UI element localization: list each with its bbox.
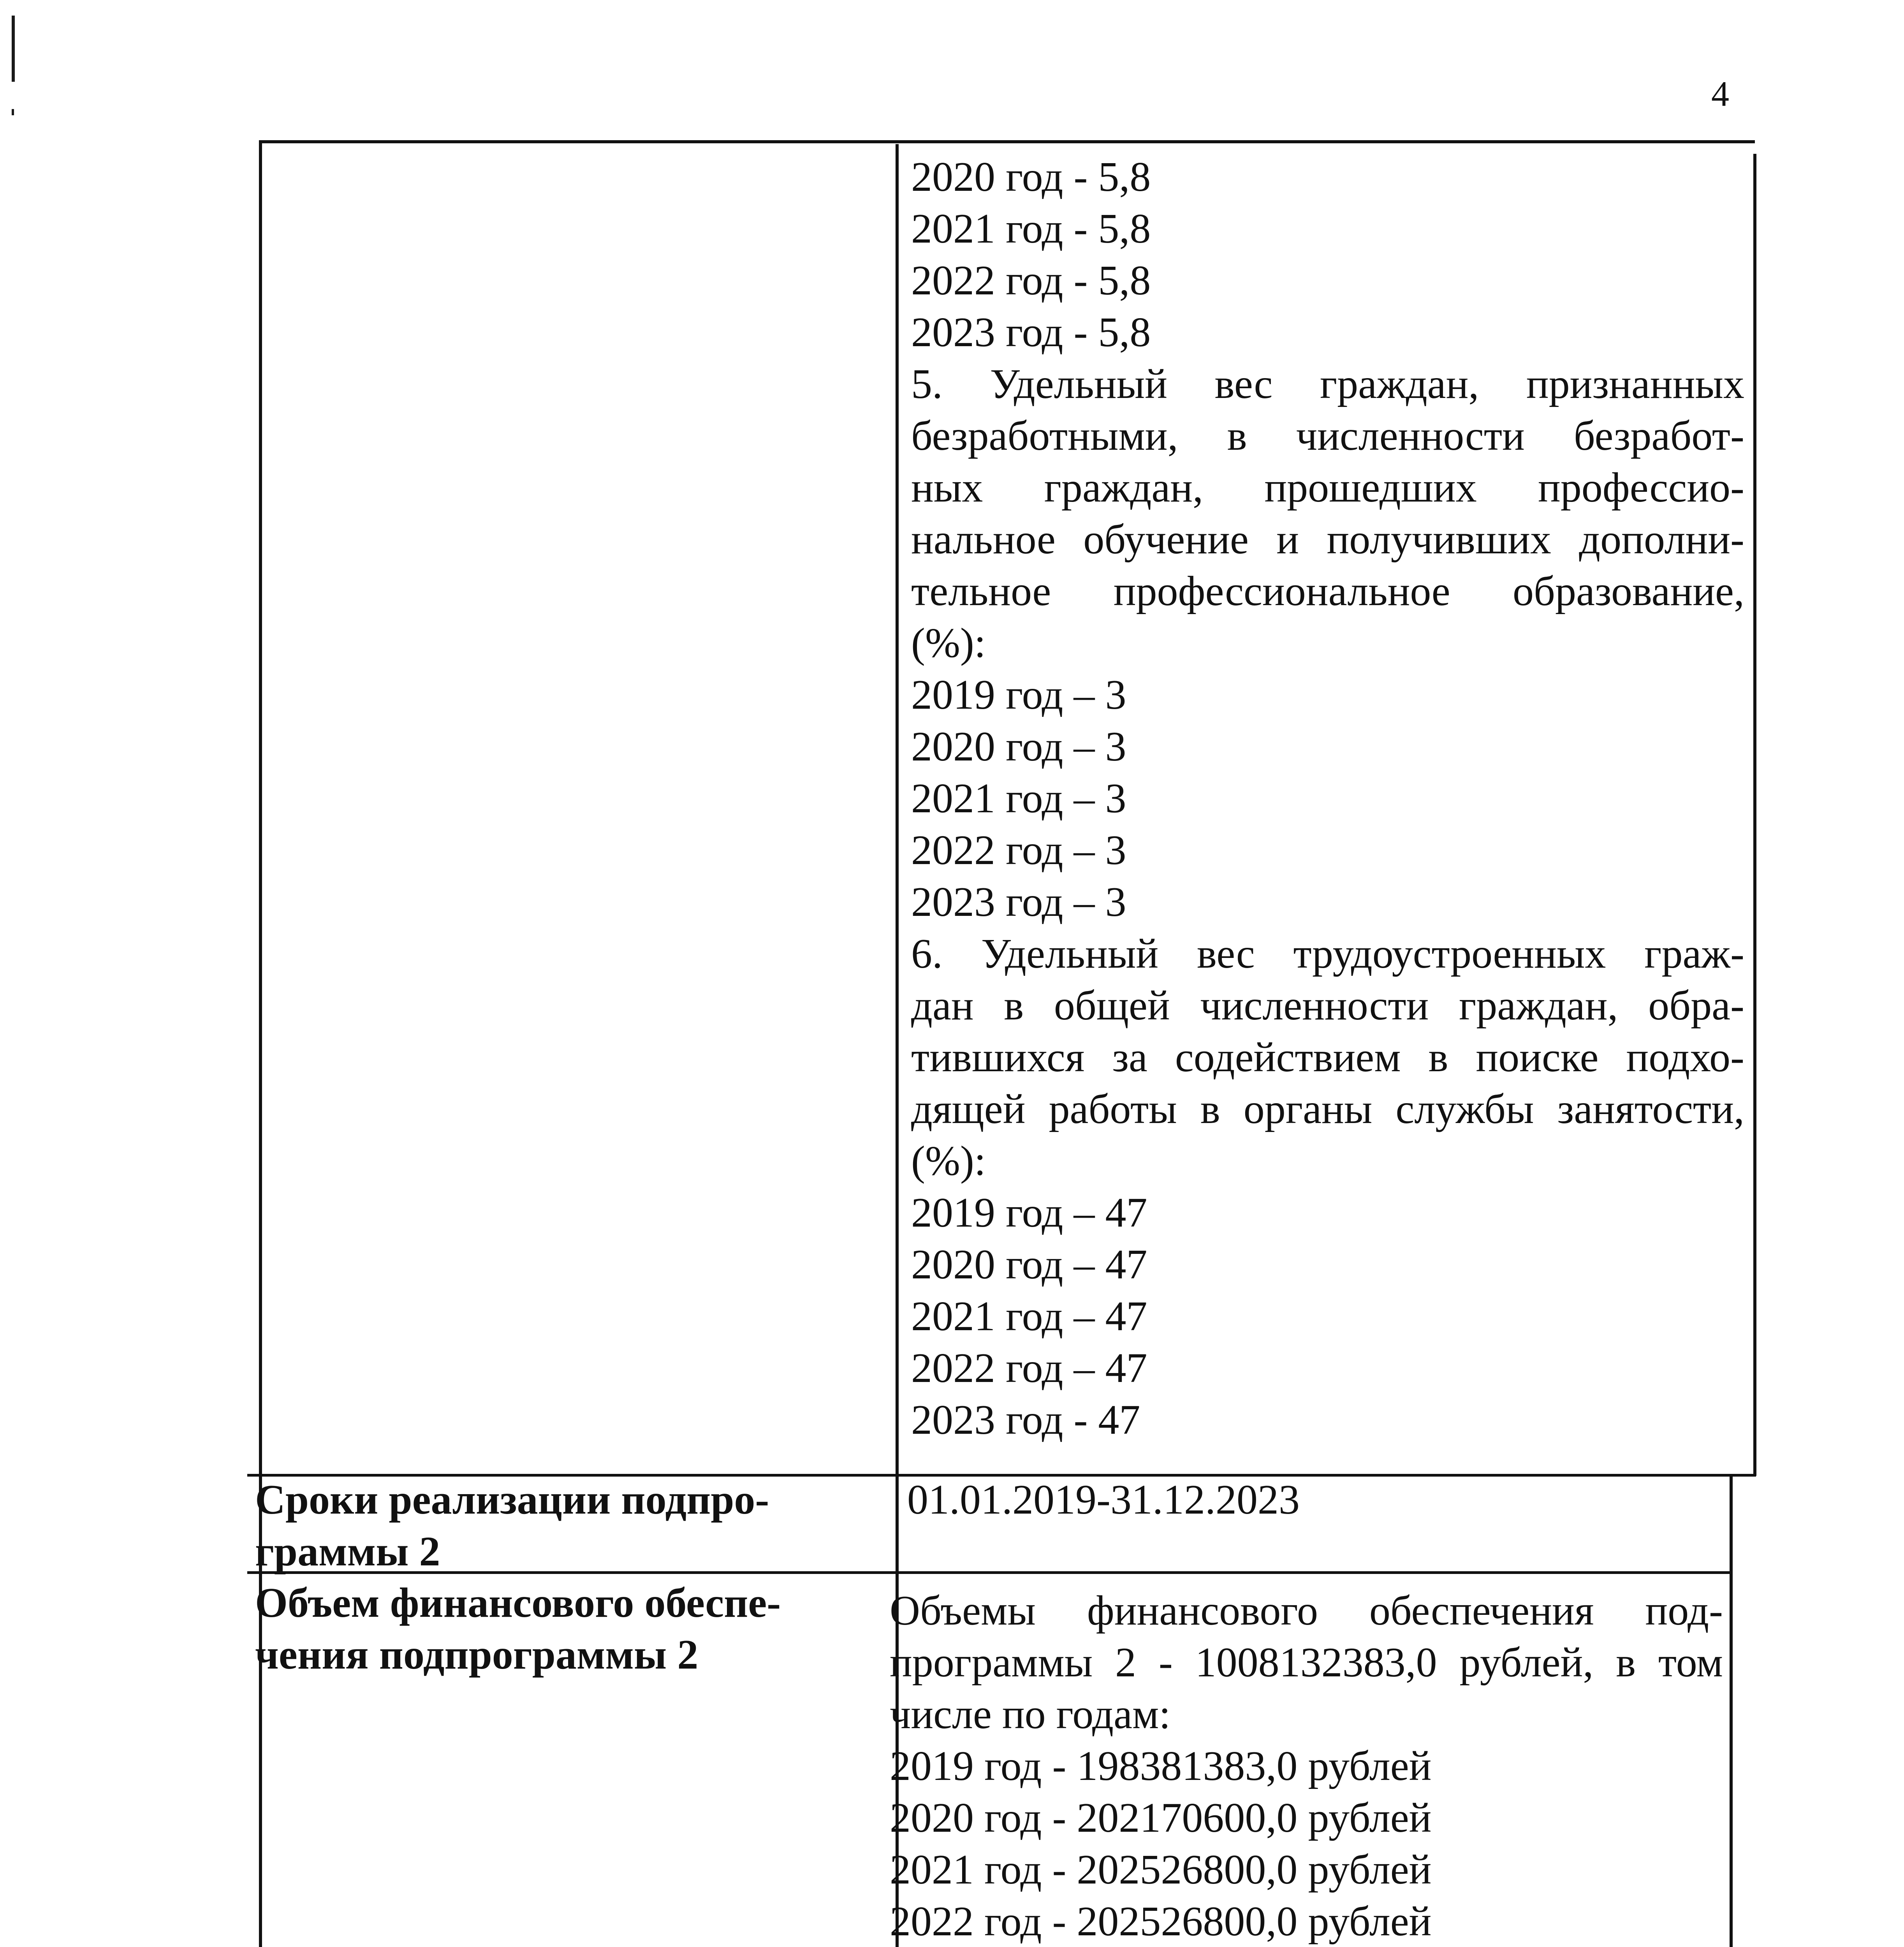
table-border-top (259, 140, 1755, 143)
page-number: 4 (1711, 74, 1729, 114)
scan-edge-mark (12, 16, 15, 82)
terms-dates: 01.01.2019-31.12.2023 (907, 1477, 1300, 1523)
text-line: нальное обучение и получивших дополни- (911, 516, 1744, 563)
text-line: 2023 год - 47 (911, 1397, 1140, 1443)
table-border-right-upper (1753, 154, 1756, 1476)
text-line: 2022 год - 5,8 (911, 257, 1151, 304)
text-line: 2021 год – 3 (911, 775, 1126, 822)
text-line: дан в общей численности граждан, обра- (911, 982, 1744, 1029)
text-line: 2020 год – 3 (911, 724, 1126, 770)
text-line: (%): (911, 620, 986, 666)
table-border-right-lower (1730, 1474, 1733, 1947)
scan-edge-mark (12, 109, 14, 115)
indicators-cell (911, 151, 1744, 1446)
text-line: 2023 год – 3 (911, 879, 1126, 925)
text-line: 2019 год – 3 (911, 672, 1126, 718)
text-line: 2020 год – 47 (911, 1241, 1147, 1288)
finance-label (255, 1577, 886, 1681)
text-line: 6. Удельный вес трудоустроенных граж- (911, 931, 1744, 977)
text-line: 2021 год – 47 (911, 1293, 1147, 1340)
terms-value (907, 1474, 1725, 1526)
text-line: 2021 год - 5,8 (911, 206, 1151, 252)
text-line: ных граждан, прошедших профессио- (911, 465, 1744, 511)
text-line: 2022 год - 202526800,0 рублей (890, 1898, 1432, 1945)
text-line: тельное профессиональное образование, (911, 568, 1744, 614)
text-line: 2021 год - 202526800,0 рублей (890, 1847, 1432, 1893)
text-line: 2022 год – 3 (911, 827, 1126, 873)
label-line: граммы 2 (255, 1528, 440, 1575)
text-line: числе по годам: (890, 1691, 1171, 1738)
terms-label (255, 1474, 886, 1577)
text-line: тившихся за содействием в поиске подхо- (911, 1034, 1744, 1081)
text-line: 2020 год - 202170600,0 рублей (890, 1795, 1432, 1841)
text-line: безработными, в численности безработ- (911, 413, 1744, 459)
text-line: (%): (911, 1138, 986, 1184)
text-line: 2022 год – 47 (911, 1345, 1147, 1391)
text-line: программы 2 - 1008132383,0 рублей, в том (890, 1639, 1723, 1686)
text-line: 2019 год - 198381383,0 рублей (890, 1743, 1432, 1789)
text-line: 2020 год - 5,8 (911, 154, 1151, 200)
text-line: 2023 год - 5,8 (911, 309, 1151, 356)
label-line: Сроки реализации подпро- (255, 1477, 769, 1523)
text-line: 2019 год – 47 (911, 1190, 1147, 1236)
text-line: Объемы финансового обеспечения под- (890, 1588, 1723, 1634)
text-line: 5. Удельный вес граждан, признанных (911, 361, 1744, 407)
text-line: дящей работы в органы службы занятости, (911, 1086, 1744, 1132)
label-line: чения подпрограммы 2 (255, 1632, 699, 1678)
finance-value (890, 1585, 1723, 1947)
label-line: Объем финансового обеспе- (255, 1580, 781, 1626)
